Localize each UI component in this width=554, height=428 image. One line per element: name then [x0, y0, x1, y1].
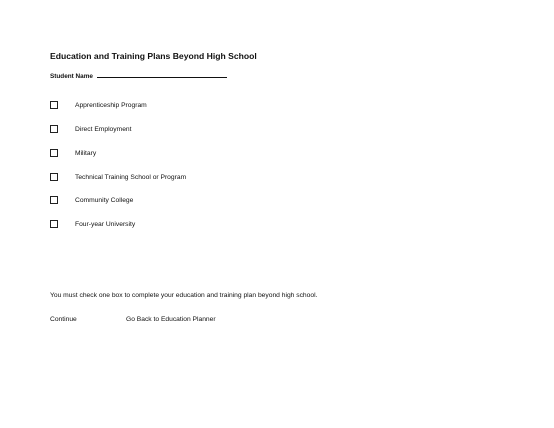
- student-name-field[interactable]: [97, 71, 227, 78]
- checkbox-military[interactable]: [50, 149, 58, 157]
- option-label: Direct Employment: [75, 126, 132, 133]
- option-label: Technical Training School or Program: [75, 174, 187, 181]
- student-name-label: Student Name: [50, 73, 93, 80]
- checkbox-four-year-university[interactable]: [50, 220, 58, 228]
- checkbox-direct-employment[interactable]: [50, 125, 58, 133]
- continue-link[interactable]: Continue: [50, 316, 77, 323]
- checkbox-apprenticeship[interactable]: [50, 101, 58, 109]
- option-label: Apprenticeship Program: [75, 102, 147, 109]
- option-label: Community College: [75, 197, 134, 204]
- option-label: Military: [75, 150, 97, 157]
- checkbox-community-college[interactable]: [50, 196, 58, 204]
- option-label: Four-year University: [75, 221, 136, 228]
- checkbox-technical-training[interactable]: [50, 173, 58, 181]
- page-title: Education and Training Plans Beyond High School: [50, 51, 257, 61]
- instruction-note: You must check one box to complete your education and training plan beyond high school.: [50, 292, 318, 299]
- back-to-planner-link[interactable]: Go Back to Education Planner: [126, 316, 216, 323]
- student-name-row: [50, 71, 227, 80]
